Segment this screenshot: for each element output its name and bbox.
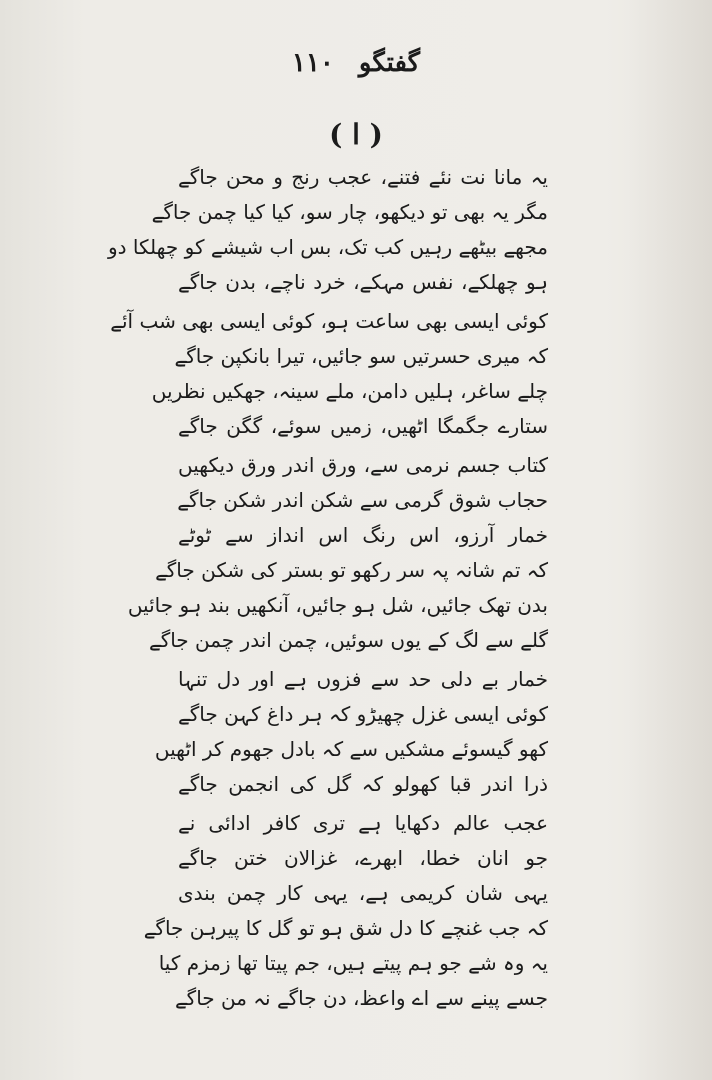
poem-line: خمار آرزو، اس رنگ اس انداز سے ٹوٹے (178, 523, 548, 547)
page-margin-shade (628, 0, 712, 1080)
section-number: ( ا ) (329, 118, 383, 151)
poem-line: کوئی ایسی غزل چھیڑو کہ ہر داغ کہن جاگے (178, 702, 548, 726)
poem-line: مگر یہ بھی تو دیکھو، چار سو، کیا کیا چمن جاگے (151, 200, 548, 224)
stanza (127, 448, 548, 658)
poem-line: کھو گیسوئے مشکیں سے کہ بادل جھوم کر اٹھیں (154, 737, 548, 761)
poem-line: یہ وہ شے جو ہم پیتے ہیں، جم پیتا تھا زمزم کیا (158, 951, 548, 975)
poem-line: عجب عالم دکھایا ہے تری کافر ادائی نے (178, 811, 548, 835)
page-number: ۱۱۰ (291, 48, 334, 78)
book-title: گفتگو (358, 48, 421, 78)
poem-line: مجھے بیٹھے رہیں کب تک، بس اب شیشے کو چھلکا دو (108, 235, 548, 259)
poem-line: ہو چھلکے، نفس مہکے، خرد ناچے، بدن جاگے (178, 270, 548, 294)
poem-line: کہ میری حسرتیں سو جائیں، تیرا بانکپن جاگے (174, 344, 548, 368)
poem-line: خمار بے دلی حد سے فزوں ہے اور دل تنہا (178, 667, 548, 691)
poem-line: ذرا اندر قبا کھولو کہ گل کی انجمن جاگے (178, 772, 548, 796)
poem-line: جسے پینے سے اے واعظ، دن جاگے نہ من جاگے (174, 986, 548, 1010)
poem-line: کتاب جسم نرمی سے، ورق اندر ورق دیکھیں (178, 453, 548, 477)
stanza (143, 806, 548, 1016)
stanza (154, 662, 548, 802)
poem-line: کہ تم شانہ پہ سر رکھو تو بستر کی شکن جاگے (155, 558, 548, 582)
poem-line: گلے سے لگ کے یوں سوئیں، چمن اندر چمن جاگے (148, 628, 548, 652)
poem-line: کوئی ایسی بھی ساعت ہو، کوئی ایسی بھی شب آئے (110, 309, 548, 333)
poem-line: ستارے جگمگا اٹھیں، زمیں سوئے، گگن جاگے (178, 414, 548, 438)
poem-line: حجاب شوق گرمی سے شکن اندر شکن جاگے (177, 488, 548, 512)
poem-line: جو انان خطا، ابھرے، غزالان ختن جاگے (178, 846, 548, 870)
poem-body (108, 160, 548, 1020)
poem-line: بدن تھک جائیں، شل ہو جائیں، آنکھیں بند ہو جائیں (127, 593, 548, 617)
stanza (110, 304, 548, 444)
page-header (0, 48, 712, 78)
poem-line: کہ جب غنچے کا دل شق ہو تو گل کا پیرہن جاگے (143, 916, 548, 940)
stanza (108, 160, 548, 300)
poem-line: چلے ساغر، ہلیں دامن، ملے سینہ، جھکیں نظریں (151, 379, 548, 403)
poem-line: یہ مانا نت نئے فتنے، عجب رنج و محن جاگے (178, 165, 548, 189)
poem-line: یہی شان کریمی ہے، یہی کار چمن بندی (178, 881, 548, 905)
